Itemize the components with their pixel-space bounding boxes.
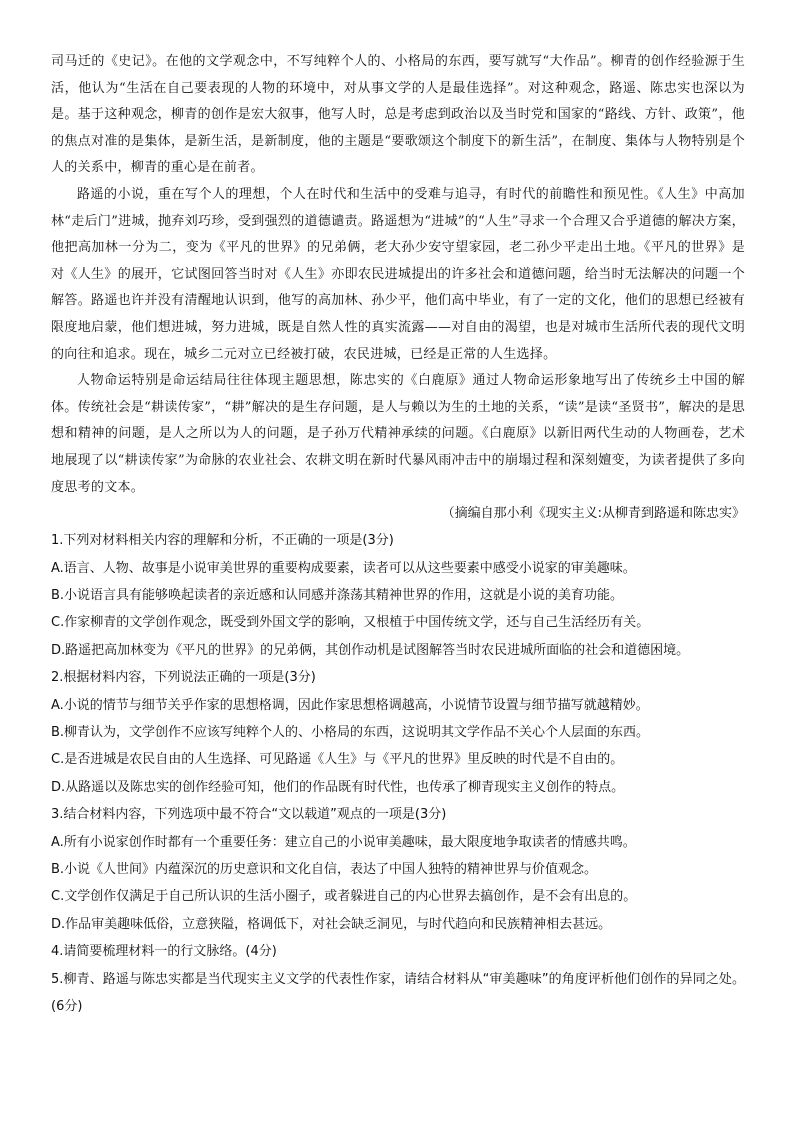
question-section: [51, 527, 745, 1020]
option-a: A.语言、人物、故事是小说审美世界的重要构成要素，读者可以从这些要素中感受小说家的审美趣味。: [51, 560, 636, 576]
option-b: B.小说语言具有能够唤起读者的亲近感和认同感并涤荡其精神世界的作用，这就是小说的美育功能。: [51, 587, 624, 603]
option-c: C.是否进城是农民自由的人生选择、可见路遥《人生》与《平凡的世界》里反映的时代是不自由的。: [51, 752, 624, 768]
option-a: A.所有小说家创作时都有一个重要任务：建立自己的小说审美趣味，最大限度地争取读者的情感共鸣。: [51, 834, 636, 850]
question-stem: 2.根据材料内容，下列说法正确的一项是(3分): [51, 670, 316, 686]
option-d: D.路遥把高加林变为《平凡的世界》的兄弟俩，其创作动机是试图解答当时农民进城所面临的社会和道德困境。: [51, 642, 690, 658]
question-5: [51, 966, 745, 1021]
question-1: [51, 527, 745, 664]
question-4: [51, 938, 745, 965]
passage-paragraph-1: 司马迁的《史记》。在他的文学观念中，不写纯粹个人的、小格局的东西，要写就写“大作品”。柳青的创作经验源于生活，他认为“生活在自己要表现的人物的环境中，对从事文学的人是最佳选择”。对这种观念，路遥、陈忠实也深以为是。基于这种观念，柳青的创作是宏大叙事，他写人时，总是考虑到政治以及当时党和国家的“路线、方针、政策”，他的焦点对准的是集体，是新生活，是新制度，他的主题是“要歌颂这个制度下的新生活”，在制度、集体与人物特别是个人的关系中，柳青的重心是在前者。: [51, 54, 745, 176]
option-a: A.小说的情节与细节关乎作家的思想格调，因此作家思想格调越高，小说情节设置与细节描写就越精妙。: [51, 697, 649, 713]
option-b: B.小说《人世间》内蕴深沉的历史意识和文化自信，表达了中国人独特的精神世界与价值观念。: [51, 861, 598, 877]
option-b: B.柳青认为，文学创作不应该写纯粹个人的、小格局的东西，这说明其文学作品不关心个人层面的东西。: [51, 724, 650, 740]
exam-page: [51, 49, 745, 1020]
passage-paragraph-3: 人物命运特别是命运结局往往体现主题思想，陈忠实的《白鹿原》通过人物命运形象地写出了传统乡土中国的解体。传统社会是“耕读传家”，“耕”解决的是生存问题，是人与赖以为生的土地的关系，“读”是读“圣贤书”，解决的是思想和精神的问题，是人之所以为人的问题，是子孙万代精神承续的问题。《白鹿原》以新旧两代生动的人物画卷，艺术地展现了以“耕读传家”为命脉的农业社会、农耕文明在新时代暴风雨冲击中的崩塌过程和深刻嬗变，为读者提供了多向度思考的文本。: [51, 373, 745, 495]
option-c: C.文学创作仅满足于自己所认识的生活小圈子，或者躲进自己的内心世界去搞创作，是不会有出息的。: [51, 889, 637, 905]
question-stem: 4.请简要梳理材料一的行文脉络。(4分): [51, 944, 277, 960]
question-3: [51, 801, 745, 938]
option-d: D.从路遥以及陈忠实的创作经验可知，他们的作品既有时代性，也传承了柳青现实主义创作的特点。: [51, 779, 625, 795]
passage-paragraph-2: 路遥的小说，重在写个人的理想，个人在时代和生活中的受难与追寻，有时代的前瞻性和预见性。《人生》中高加林“走后门”进城，抛弃刘巧珍，受到强烈的道德谴责。路遥想为“进城”的“人生”寻求一个合理又合乎道德的解决方案，他把高加林一分为二，变为《平凡的世界》的兄弟俩，老大孙少安守望家园，老二孙少平走出土地。《平凡的世界》是对《人生》的展开，它试图回答当时对《人生》亦即农民进城提出的许多社会和道德问题，给当时无法解决的问题一个解答。路遥也许并没有清醒地认识到，他写的高加林、孙少平，他们高中毕业，有了一定的文化，他们的思想已经被有限度地启蒙，他们想进城，努力进城，既是自然人性的真实流露——对自由的渴望，也是对城市生活所代表的现代文明的向往和追求。现在，城乡二元对立已经被打破，农民进城，已经是正常的人生选择。: [51, 186, 745, 362]
reading-passage: [51, 49, 745, 527]
question-stem: 1.下列对材料相关内容的理解和分析，不正确的一项是(3分): [51, 533, 394, 549]
question-stem: 3.结合材料内容，下列选项中最不符合“文以载道”观点的一项是(3分): [51, 807, 447, 823]
option-c: C.作家柳青的文学创作观念，既受到外国文学的影响，又根植于中国传统文学，还与自己生活经历有关。: [51, 615, 650, 631]
option-d: D.作品审美趣味低俗，立意狭隘，格调低下，对社会缺乏洞见，与时代趋向和民族精神相去甚远。: [51, 916, 612, 932]
source-citation: （摘编自那小利《现实主义:从柳青到路遥和陈忠实》: [441, 506, 745, 522]
question-stem: 5.柳青、路遥与陈忠实都是当代现实主义文学的代表性作家，请结合材料从“审美趣味”的角度评析他们创作的异同之处。(6分): [51, 971, 745, 1014]
question-2: [51, 664, 745, 801]
